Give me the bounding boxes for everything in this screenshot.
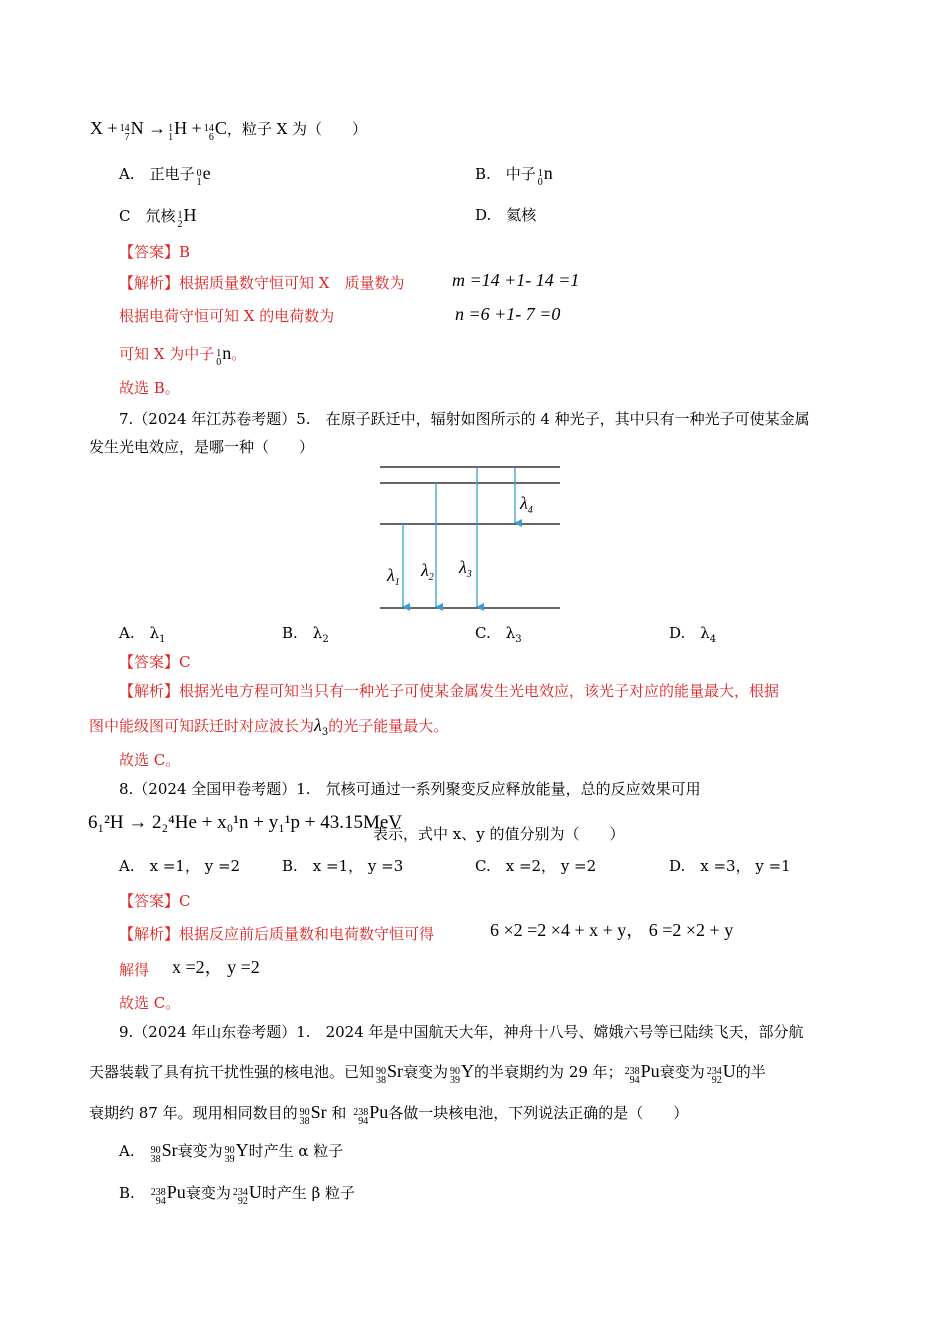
- lambda-3-label: $\lambda_3$: [459, 557, 472, 580]
- lambda-1-label: $\lambda_1$: [387, 565, 400, 588]
- q8-option-d: D. x =3， y =1: [669, 857, 791, 875]
- q8-option-a: A. x =1， y =2: [119, 857, 241, 875]
- q7-option-a: A. $\lambda_1$: [119, 624, 166, 645]
- q7-stem-line2: 发生光电效应，是哪一种（ ）: [89, 438, 315, 456]
- q8-solve-equation: x =2， y =2: [172, 957, 260, 977]
- q6-equation-mass: m =14 +1- 14 =1: [452, 270, 580, 290]
- lambda-2-label: $\lambda_2$: [421, 560, 434, 583]
- q8-reaction-equation: 6₁²H → 2₂⁴He + x₀¹n + y₁¹p + 43.15MeV: [88, 812, 403, 833]
- q7-stem-line1: 7.（2024 年江苏卷考题）5. 在原子跃迁中，辐射如图所示的 4 种光子，其中只有一种光子可使某金属: [119, 410, 810, 428]
- q7-option-d: D. $\lambda_4$: [669, 624, 717, 645]
- q7-answer: 【答案】C: [119, 653, 191, 671]
- q6-option-c: C 氘核 1 2 H: [119, 205, 197, 230]
- q6-option-a: A. 正电子 0 1 e: [119, 163, 211, 188]
- q8-stem-line2: 表示，式中 x、y 的值分别为（ ）: [373, 825, 625, 843]
- q6-analysis-3: 可知 X 为中子 1 0 n。: [119, 343, 247, 368]
- q8-analysis-1: 【解析】根据反应前后质量数和电荷数守恒可得: [119, 925, 435, 943]
- q6-analysis-2: 根据电荷守恒可知 X 的电荷数为: [119, 307, 335, 325]
- q6-equation: X + 14 7 N → 1 1 H + 14 6 C，粒子 X 为（ ）: [90, 118, 368, 143]
- q6-answer: 【答案】B: [119, 243, 191, 261]
- q7-analysis-1: 【解析】根据光电方程可知当只有一种光子可使某金属发生光电效应，该光子对应的能量最大，根据: [119, 682, 780, 700]
- q9-stem-line2: 天器装载了具有抗干扰性强的核电池。已知 90 38 Sr衰变为 90 39 Y的半衰期约为 29 年； 238 94 Pu衰变为 234 92 U的半: [89, 1061, 766, 1086]
- q9-option-a: A. 90 38 Sr衰变为 90 39 Y时产生 α 粒子: [119, 1140, 344, 1165]
- energy-level-diagram: [370, 455, 570, 615]
- q7-analysis-2: 图中能级图可知跃迁时对应波长为$\lambda_3$的光子能量最大。: [89, 715, 449, 738]
- q6-conclusion: 故选 B。: [119, 379, 180, 397]
- q8-option-c: C. x =2， y =2: [475, 857, 597, 875]
- q7-conclusion: 故选 C。: [119, 751, 181, 769]
- lambda-4-label: $\lambda_4$: [520, 493, 533, 516]
- q6-equation-charge: n =6 +1- 7 =0: [455, 304, 561, 324]
- q9-stem-line1: 9.（2024 年山东卷考题）1. 2024 年是中国航天大年，神舟十八号、嫦娥六号等已陆续飞天，部分航: [119, 1023, 804, 1041]
- q8-solve-label: 解得: [119, 961, 150, 979]
- q8-stem-line1: 8.（2024 全国甲卷考题）1. 氘核可通过一系列聚变反应释放能量，总的反应效果可用: [119, 780, 701, 798]
- q6-analysis-1: 【解析】根据质量数守恒可知 X 质量数为: [119, 274, 405, 292]
- q6-option-d: D. 氦核: [475, 206, 537, 224]
- q8-conclusion: 故选 C。: [119, 994, 181, 1012]
- q8-option-b: B. x =1， y =3: [282, 857, 404, 875]
- q9-option-b: B. 238 94 Pu衰变为 234 92 U时产生 β 粒子: [119, 1182, 356, 1207]
- q6-option-b: B. 中子 1 0 n: [475, 163, 553, 188]
- q8-answer: 【答案】C: [119, 892, 191, 910]
- q9-stem-line3: 衰期约 87 年。现用相同数目的 90 38 Sr 和 238 94 Pu各做一块核电池，下列说法正确的是（ ）: [89, 1102, 689, 1127]
- q7-option-b: B. $\lambda_2$: [282, 624, 329, 645]
- q7-option-c: C. $\lambda_3$: [475, 624, 522, 645]
- q8-conservation-equation: 6 ×2 =2 ×4 + x + y， 6 =2 ×2 + y: [490, 920, 734, 940]
